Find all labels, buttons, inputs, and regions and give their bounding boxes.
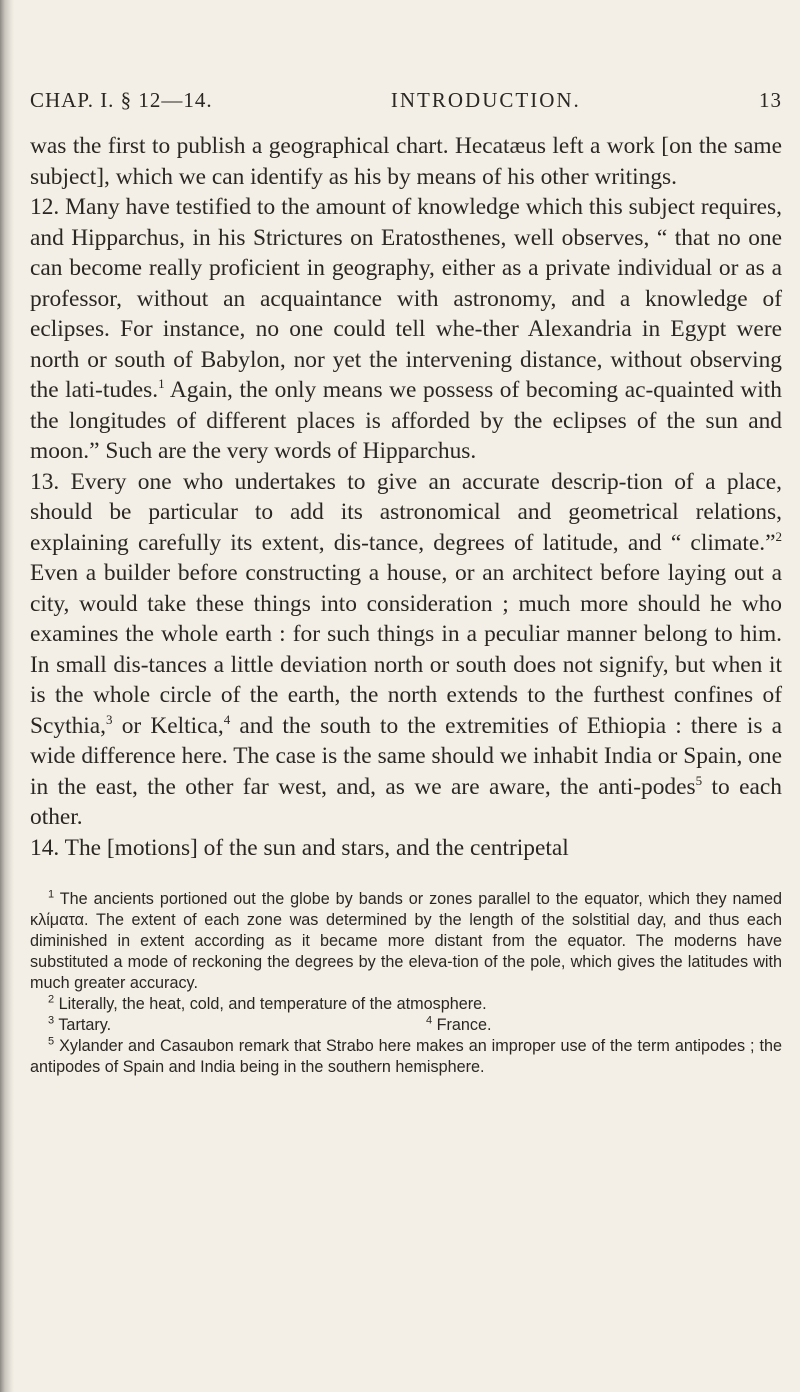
book-spine-shadow [0, 0, 14, 1392]
footnote-ref-2: 2 [775, 528, 782, 544]
paragraph-14: 14. The [motions] of the sun and stars, and the centripetal [30, 834, 569, 861]
footnote-ref-3: 3 [106, 711, 113, 727]
page-number: 13 [759, 88, 782, 112]
paragraph-13: 13. Every one who undertakes to give an accurate descrip-tion of a place, should be particular to add its astronomical and geometrical relations, explaining carefully its extent, dis-tance, degrees of latitude, and “ climate.”$^2$ Even a builder before constructing a house, or an architect before laying out a city, would take these things into consideration ; much more should he who examines the whole earth : for such things in a peculiar manner belong to him. In small dis-tances a little deviation north or south does not signify, but when it is the whole circle of the earth, the north extends to the furthest confines of Scythia,$^3$ or Keltica,$^4$ and the south to the extremities of Ethiopia : there is a wide difference here. The case is the same should we inhabit India or Spain, one in the east, the other far west, and, as we are aware, the anti-podes$^5$ to each other. [30, 468, 782, 830]
paragraph-continuation: was the first to publish a geographical chart. Hecatæus left a work [on the same subject], which we can identify as his by means of his other writings. [30, 133, 782, 190]
running-header [30, 88, 782, 113]
footnote-5: $^5$ Xylander and Casaubon remark that Strabo here makes an improper use of the term antipodes ; the antipodes of Spain and India being in the southern hemisphere. [30, 1035, 783, 1076]
footnotes [30, 889, 782, 1078]
footnote-1: $^1$ The ancients portioned out the globe by bands or zones parallel to the equator, which they named κλίματα. The extent of each zone was determined by the length of the solstitial day, and thus each diminished in extent according as it became more distant from the equator. The moderns have substituted a mode of reckoning the degrees by the eleva-tion of the pole, which gives the latitudes with much greater accuracy. [30, 888, 782, 992]
footnote-4: $^4$ France. [426, 1014, 492, 1034]
main-text [30, 131, 782, 863]
footnote-ref-4: 4 [223, 711, 231, 727]
footnote-ref-5: 5 [695, 772, 703, 788]
footnote-row-3-4 [30, 1015, 782, 1036]
book-page [30, 88, 782, 1078]
footnote-2: $^2$ Literally, the heat, cold, and temperature of the atmosphere. [48, 993, 487, 1013]
footnote-3: $^3$ Tartary. [48, 1014, 112, 1034]
footnote-ref-1: 1 [158, 376, 165, 392]
running-title: INTRODUCTION. [390, 88, 581, 112]
paragraph-12: 12. Many have testified to the amount of knowledge which this subject requires, and Hipparchus, in his Strictures on Eratosthenes, well observes, “ that no one can become really proficient in geography, either as a private individual or as a professor, without an acquaintance with astronomy, and a knowledge of eclipses. For instance, no one could tell whe-ther Alexandria in Egypt were north or south of Babylon, nor yet the intervening distance, without observing the lati-tudes.$^1$ Again, the only means we possess of becoming ac-quainted with the longitudes of different places is afforded by the eclipses of the sun and moon.” Such are the very words of Hipparchus. [30, 194, 782, 464]
chapter-reference: CHAP. I. § 12—14. [30, 88, 213, 112]
